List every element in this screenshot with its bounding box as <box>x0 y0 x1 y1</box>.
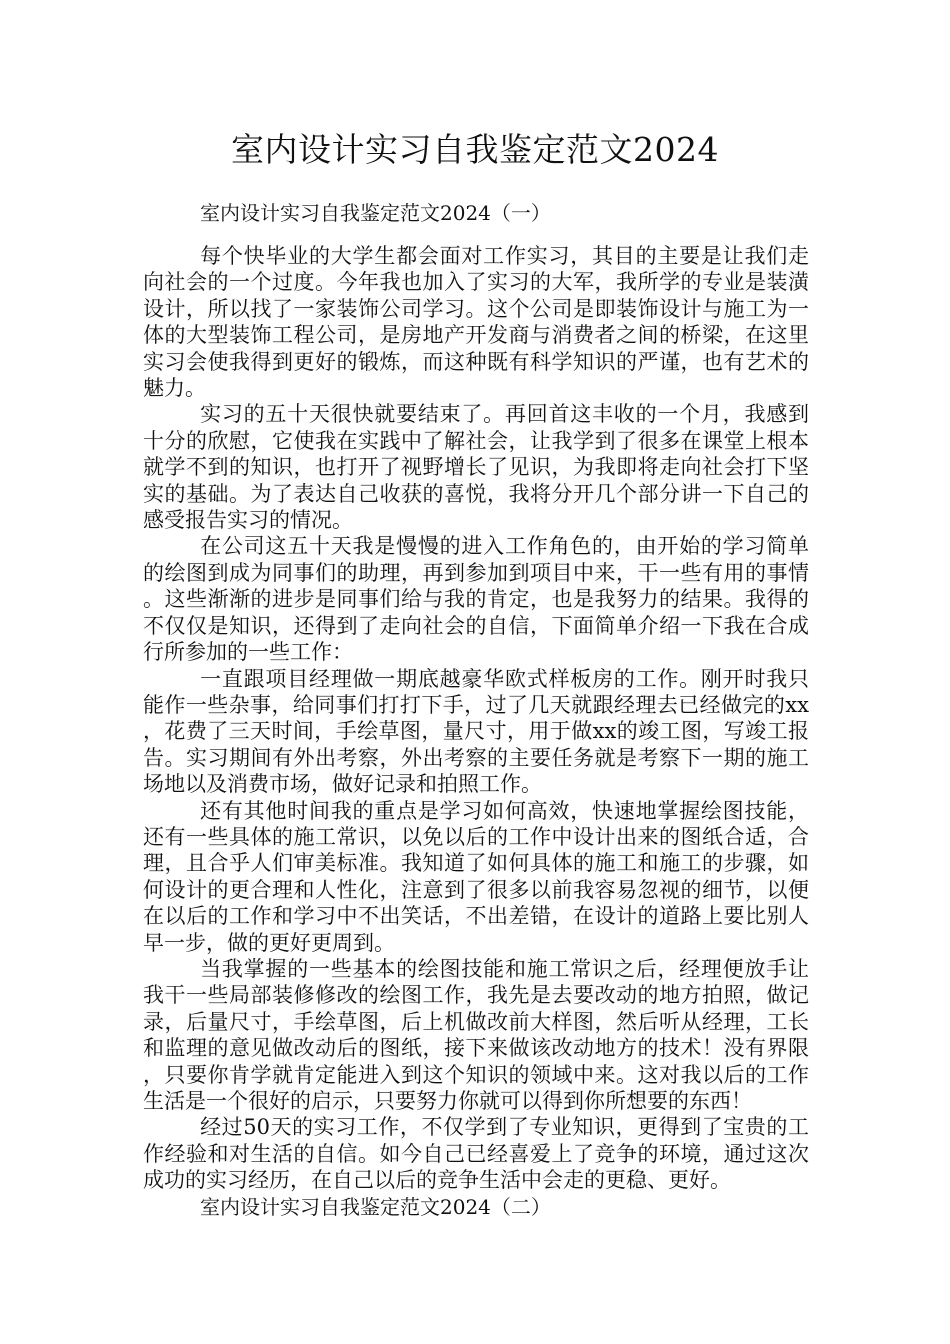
paragraph-5: 还有其他时间我的重点是学习如何高效，快速地掌握绘图技能，还有一些具体的施工常识，以免以后的工作中设计出来的图纸合适，合理，且合乎人们审美标准。我知道了如何具体的施工和施工的步骤，如何设计的更合理和人性化，注意到了很多以前我容易忽视的细节，以便在以后的工作和学习中不出笑话，不出差错，在设计的道路上要比别人早一步，做的更好更周到。 <box>143 798 809 955</box>
paragraph-2: 实习的五十天很快就要结束了。再回首这丰收的一个月，我感到十分的欣慰，它使我在实践中了解社会，让我学到了很多在课堂上根本就学不到的知识，也打开了视野增长了见识，为我即将走向社会打下坚实的基础。为了表达自己收获的喜悦，我将分开几个部分讲一下自己的感受报告实习的情况。 <box>143 402 809 533</box>
section-heading-2: 室内设计实习自我鉴定范文2024（二） <box>200 1195 551 1219</box>
paragraph-4: 一直跟项目经理做一期底越豪华欧式样板房的工作。刚开时我只能作一些杂事，给同事们打打下手，过了几天就跟经理去已经做完的xx，花费了三天时间，手绘草图，量尺寸，用于做xx的竣工图，写竣工报告。实习期间有外出考察，外出考察的主要任务就是考察下一期的施工场地以及消费市场，做好记录和拍照工作。 <box>143 666 809 797</box>
section-heading-1: 室内设计实习自我鉴定范文2024（一） <box>200 201 551 225</box>
document-title: 室内设计实习自我鉴定范文2024 <box>231 130 719 169</box>
paragraph-3: 在公司这五十天我是慢慢的进入工作角色的，由开始的学习简单的绘图到成为同事们的助理，再到参加到项目中来，干一些有用的事情。这些渐渐的进步是同事们给与我的肯定，也是我努力的结果。我得的不仅仅是知识，还得到了走向社会的自信，下面简单介绍一下我在合成行所参加的一些工作： <box>143 534 809 665</box>
paragraph-6: 当我掌握的一些基本的绘图技能和施工常识之后，经理便放手让我干一些局部装修修改的绘图工作，我先是去要改动的地方拍照，做记录，后量尺寸，手绘草图，后上机做改前大样图，然后听从经理，工长和监理的意见做改动后的图纸，接下来做该改动地方的技术！没有界限，只要你肯学就肯定能进入到这个知识的领域中来。这对我以后的工作生活是一个很好的启示，只要努力你就可以得到你所想要的东西！ <box>143 956 809 1113</box>
paragraph-7: 经过50天的实习工作，不仅学到了专业知识，更得到了宝贵的工作经验和对生活的自信。如今自己已经喜爱上了竞争的环境，通过这次成功的实习经历，在自己以后的竞争生活中会走的更稳、更好。 <box>143 1115 809 1193</box>
paragraph-1: 每个快毕业的大学生都会面对工作实习，其目的主要是让我们走向社会的一个过度。今年我也加入了实习的大军，我所学的专业是装潢设计，所以找了一家装饰公司学习。这个公司是即装饰设计与施工为一体的大型装饰工程公司，是房地产开发商与消费者之间的桥梁，在这里实习会使我得到更好的锻炼，而这种既有科学知识的严谨，也有艺术的魅力。 <box>143 244 809 401</box>
document-body <box>143 243 809 1194</box>
